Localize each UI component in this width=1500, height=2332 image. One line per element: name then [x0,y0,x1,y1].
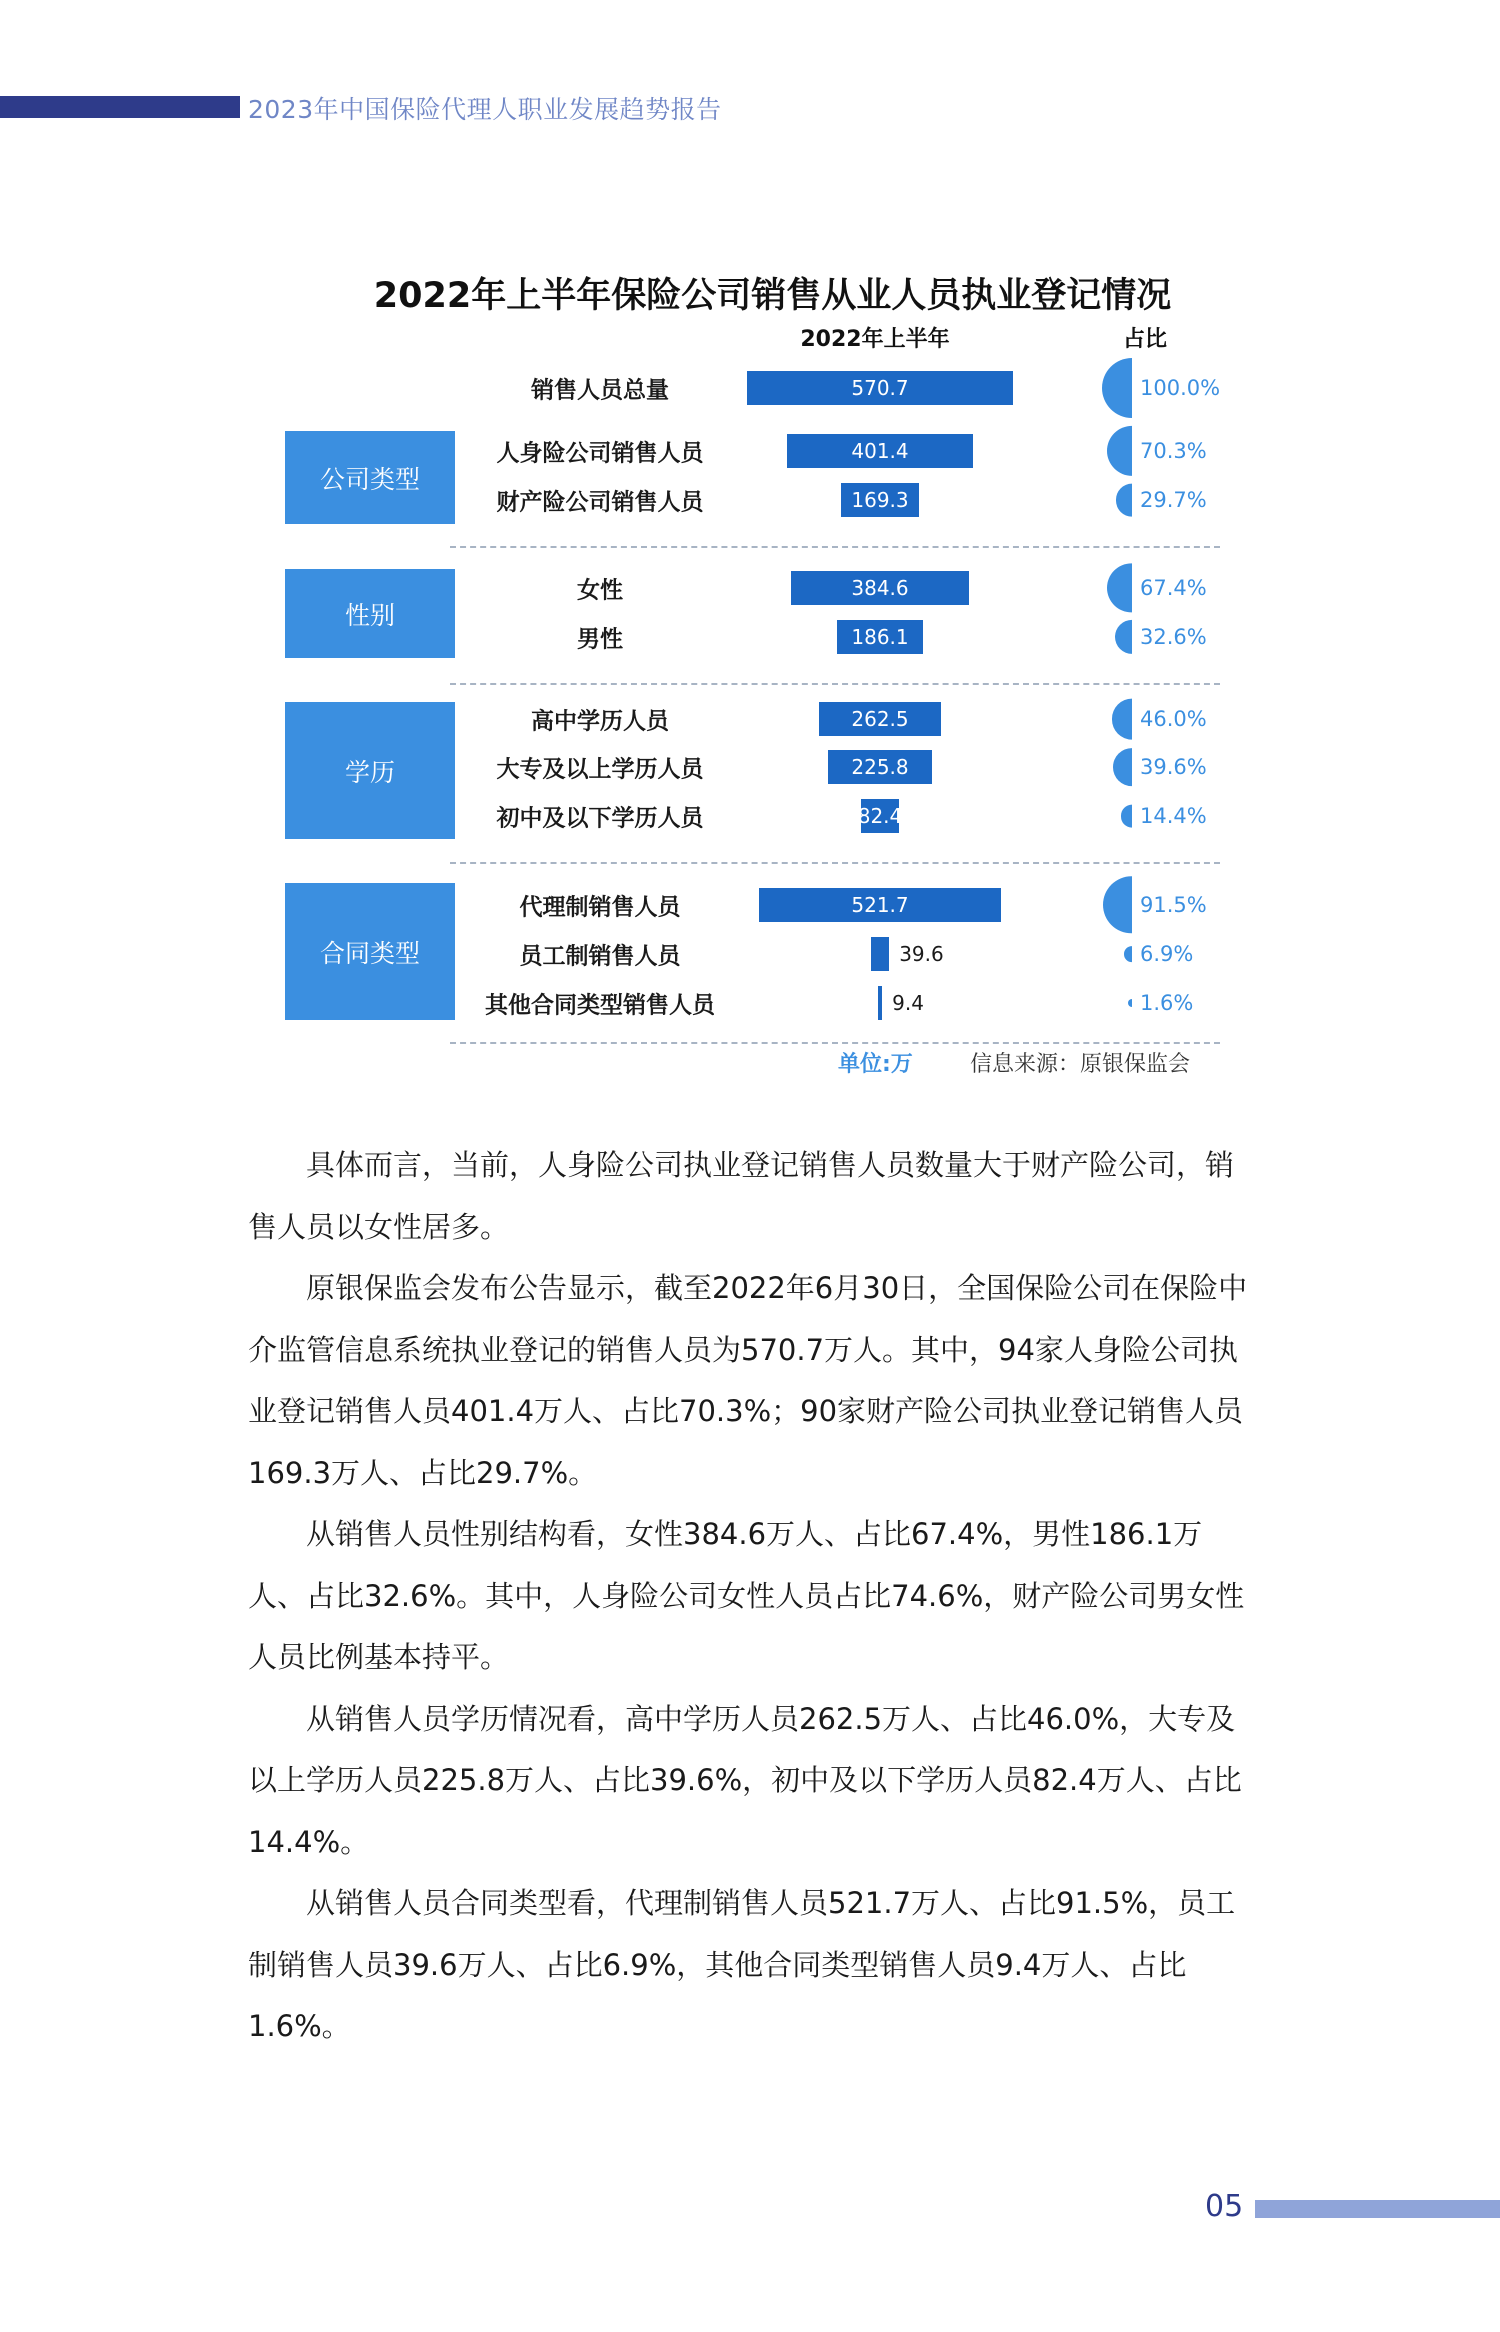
bar-value-total: 570.7 [851,376,909,400]
pct-marker-other-contract [1128,999,1132,1007]
header-accent-bar [0,96,240,118]
pct-marker-high-school [1112,699,1132,740]
category-box-education: 学历 [285,702,455,839]
row-label-agency: 代理制销售人员 [519,894,681,921]
bar-value-other-contract: 9.4 [892,991,924,1015]
bar-value-college-plus: 225.8 [851,755,909,779]
body-paragraph: 从销售人员学历情况看，高中学历人员262.5万人、占比46.0%，大专及以上学历人员225.8万人、占比39.6%，初中及以下学历人员82.4万人、占比14.4%。 [248,1701,1242,1859]
bar-value-agency: 521.7 [851,893,909,917]
bar-value-junior-high-below: 82.4 [857,804,903,828]
body-paragraph: 从销售人员合同类型看，代理制销售人员521.7万人、占比91.5%，员工制销售人员39.6万人、占比6.9%，其他合同类型销售人员9.4万人、占比1.6%。 [248,1886,1236,2043]
pct-label-female: 67.4% [1140,576,1207,600]
row-label-life-insurers: 人身险公司销售人员 [496,440,704,467]
row-label-high-school: 高中学历人员 [531,708,669,735]
pct-marker-female [1107,563,1132,612]
group-separator [450,862,1220,864]
body-text [248,1135,1258,2058]
category-box-gender: 性别 [285,569,455,658]
body-paragraph: 原银保监会发布公告显示，截至2022年6月30日，全国保险公司在保险中介监管信息系统执业登记的销售人员为570.7万人。其中，94家人身险公司执业登记销售人员401.4万人、占比70.3%；90家财产险公司执业登记销售人员169.3万人、占比29.7%。 [248,1271,1248,1490]
row-label-junior-high-below: 初中及以下学历人员 [496,805,704,832]
pct-label-high-school: 46.0% [1140,707,1207,731]
category-box-contract-type: 合同类型 [285,883,455,1020]
bar-other-contract [878,986,882,1020]
row-label-college-plus: 大专及以上学历人员 [496,756,704,783]
pct-label-life-insurers: 70.3% [1140,439,1207,463]
percent-column-header: 占比 [1122,327,1167,352]
bar-employee [871,937,889,971]
body-paragraph: 具体而言，当前，人身险公司执业登记销售人员数量大于财产险公司，销售人员以女性居多。 [248,1148,1235,1244]
source-note: 信息来源：原银保监会 [970,1052,1191,1077]
row-label-property-insurers: 财产险公司销售人员 [496,489,704,516]
pct-marker-property-insurers [1116,484,1132,517]
page-number: 05 [1205,2189,1244,2224]
bar-value-life-insurers: 401.4 [851,439,909,463]
pct-label-junior-high-below: 14.4% [1140,804,1207,828]
pct-marker-college-plus [1113,748,1132,786]
value-column-header: 2022年上半年 [800,327,950,352]
pct-label-agency: 91.5% [1140,893,1207,917]
bar-value-property-insurers: 169.3 [851,488,909,512]
pct-marker-junior-high-below [1121,805,1132,828]
body-paragraph: 从销售人员性别结构看，女性384.6万人、占比67.4%，男性186.1万人、占比32.6%。其中，人身险公司女性人员占比74.6%，财产险公司男女性人员比例基本持平。 [248,1517,1245,1674]
pct-label-property-insurers: 29.7% [1140,488,1207,512]
bar-value-high-school: 262.5 [851,707,909,731]
group-separator [450,546,1220,548]
pct-label-total: 100.0% [1140,376,1221,400]
pct-marker-total [1102,358,1132,418]
group-separator [450,683,1220,685]
pct-marker-life-insurers [1107,426,1132,476]
pct-label-employee: 6.9% [1140,942,1194,966]
pct-label-other-contract: 1.6% [1140,991,1194,1015]
pct-marker-employee [1124,946,1132,962]
bar-value-employee: 39.6 [899,942,944,966]
footer-accent-bar [1255,2200,1500,2218]
pct-label-college-plus: 39.6% [1140,755,1207,779]
figure-bottom-rule [450,1042,1220,1044]
bar-value-male: 186.1 [851,625,909,649]
row-label-male: 男性 [577,626,623,653]
row-label-employee: 员工制销售人员 [519,943,681,970]
bar-value-female: 384.6 [851,576,909,600]
category-box-company-type: 公司类型 [285,431,455,524]
report-header-title: 2023年中国保险代理人职业发展趋势报告 [248,95,722,124]
pct-label-male: 32.6% [1140,625,1207,649]
unit-note: 单位:万 [838,1052,913,1077]
row-label-female: 女性 [577,577,623,604]
row-label-other-contract: 其他合同类型销售人员 [485,992,715,1019]
row-label-total: 销售人员总量 [531,377,669,404]
pct-marker-agency [1103,876,1132,933]
figure-title: 2022年上半年保险公司销售从业人员执业登记情况 [373,276,1172,316]
pct-marker-male [1115,620,1132,654]
